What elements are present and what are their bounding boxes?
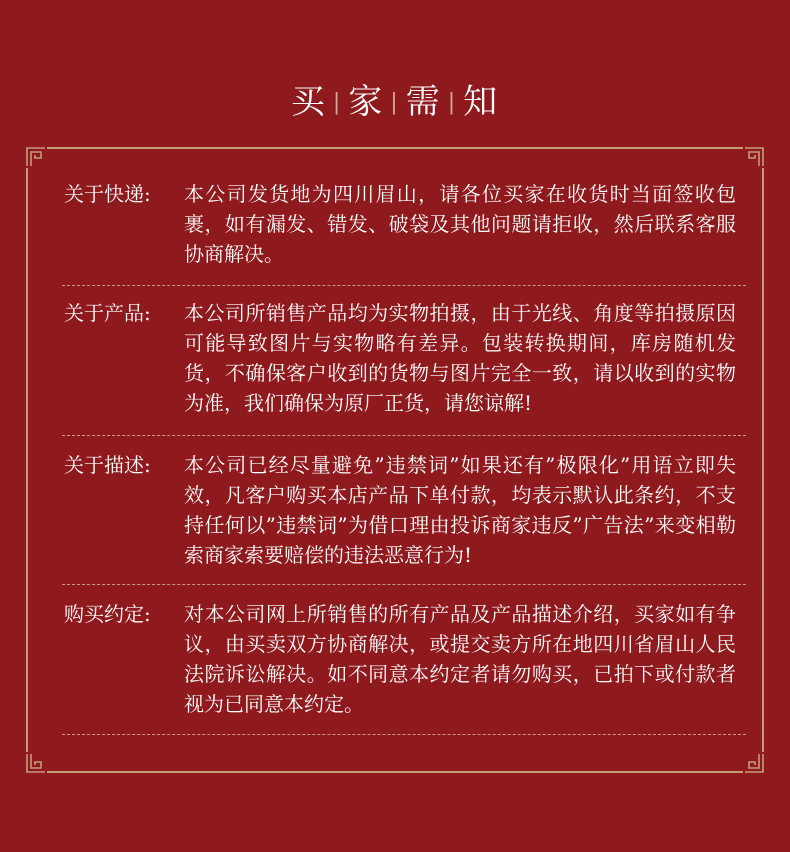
section-label: 关于产品: bbox=[64, 301, 151, 325]
dashed-divider bbox=[62, 584, 746, 585]
section-label: 购买约定: bbox=[64, 602, 151, 626]
dashed-divider bbox=[62, 435, 746, 436]
section-label: 关于快递: bbox=[64, 182, 151, 206]
page-title bbox=[0, 78, 790, 127]
section-text: 本公司发货地为四川眉山，请各位买家在收货时当面签收包裹，如有漏发、错发、破袋及其他问题请拒收，然后联系客服协商解决。 bbox=[184, 182, 736, 266]
section-text: 本公司所销售产品均为实物拍摄，由于光线、角度等拍摄原因可能导致图片与实物略有差异。包装转换期间，库房随机发货，不确保客户收到的货物与图片完全一致，请以收到的实物为准，我们确保为原厂正货，请您谅解! bbox=[184, 301, 736, 415]
corner-ornament-icon bbox=[743, 752, 765, 774]
section-text: 对本公司网上所销售的所有产品及产品描述介绍，买家如有争议，由买卖双方协商解决，或提交卖方所在地四川省眉山人民法院诉讼解决。如不同意本约定者请勿购买，已拍下或付款者视为已同意本约定。 bbox=[184, 602, 736, 716]
section-text: 本公司已经尽量避免”违禁词”如果还有”极限化”用语立即失效，凡客户购买本店产品下单付款，均表示默认此条约，不支持任何以”违禁词”为借口理由投诉商家违反”广告法”来变相勒索商家索要赔偿的违法恶意行为! bbox=[184, 453, 736, 567]
corner-ornament-icon bbox=[25, 146, 47, 168]
corner-ornament-icon bbox=[743, 146, 765, 168]
title-char-1: 买 bbox=[290, 82, 327, 122]
corner-ornament-icon bbox=[25, 752, 47, 774]
title-char-2: 家 bbox=[348, 82, 385, 122]
dashed-divider bbox=[62, 285, 746, 286]
title-char-3: 需 bbox=[405, 82, 442, 122]
title-char-4: 知 bbox=[463, 82, 500, 122]
title-separator: | bbox=[332, 90, 343, 115]
title-separator: | bbox=[390, 90, 400, 115]
title-separator: | bbox=[447, 90, 458, 115]
dashed-divider bbox=[62, 734, 746, 735]
section-label: 关于描述: bbox=[64, 453, 151, 477]
